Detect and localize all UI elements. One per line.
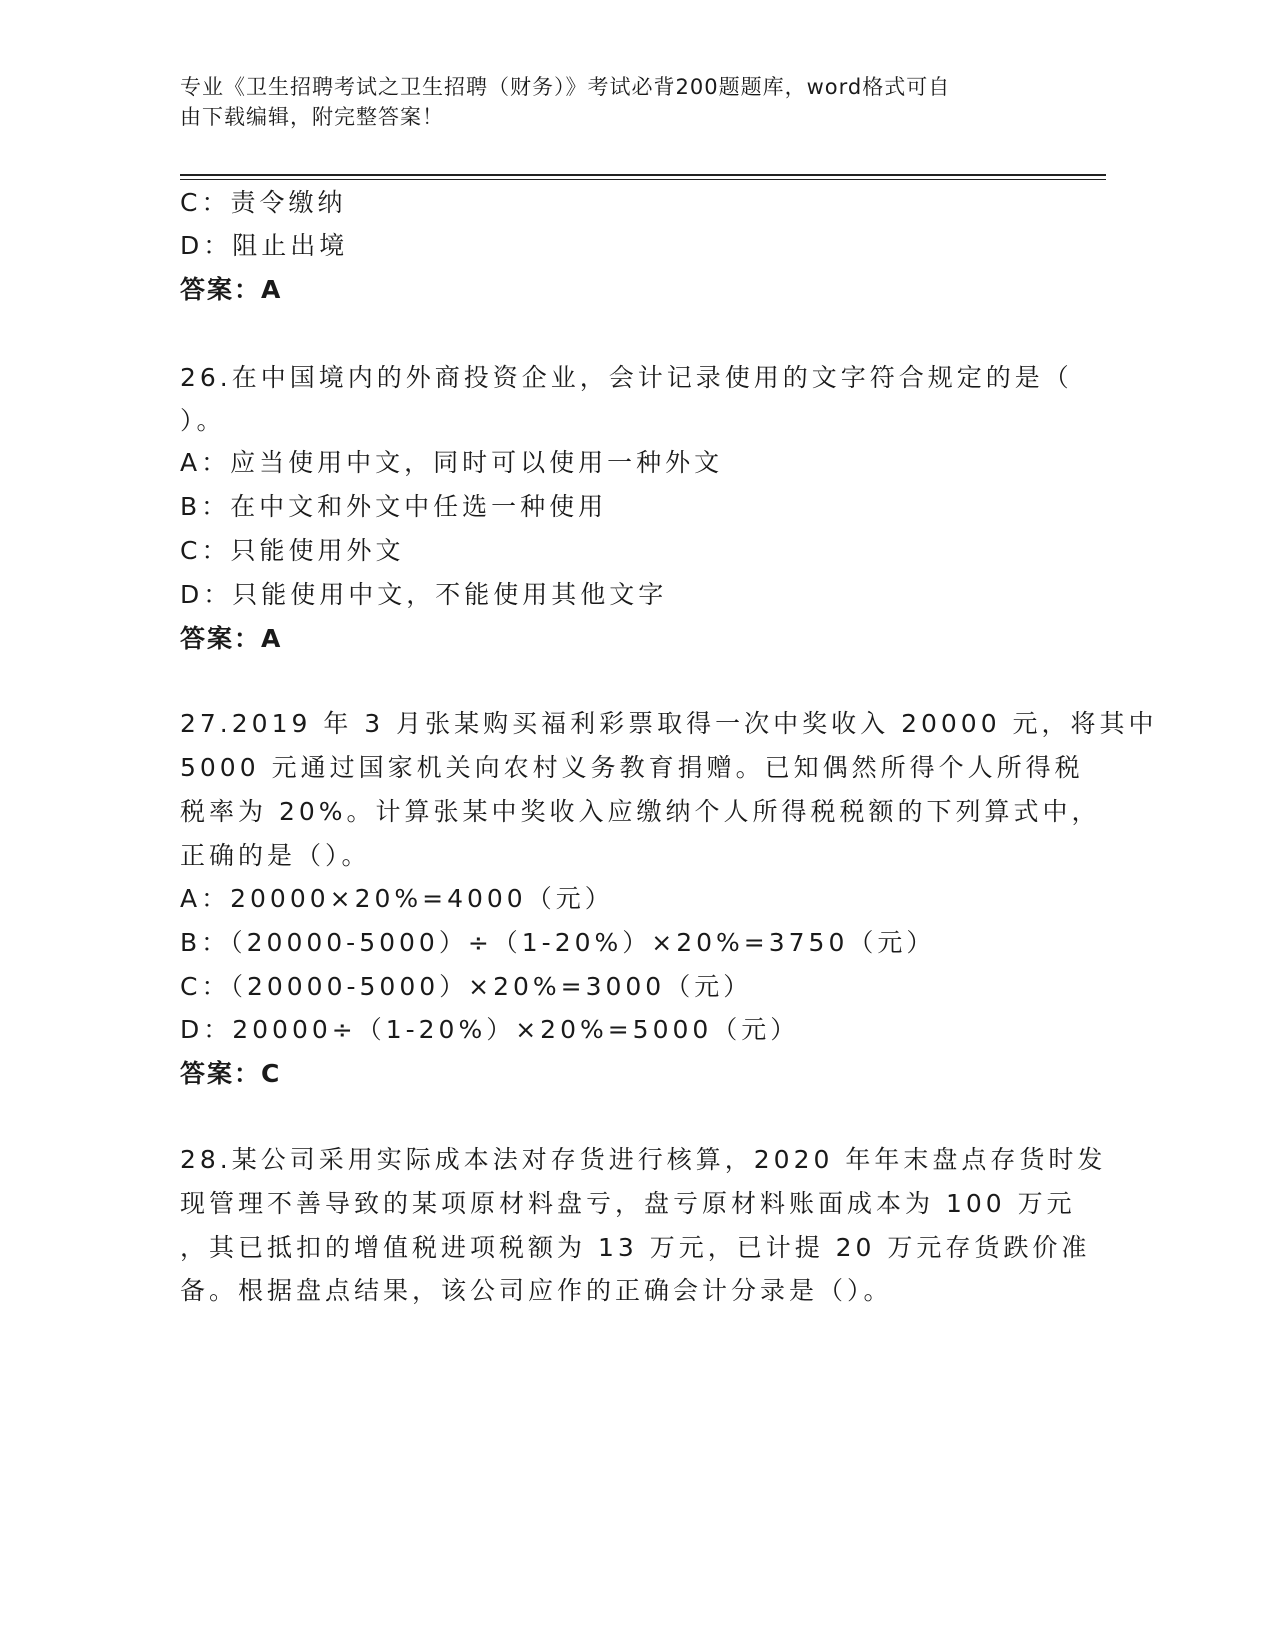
q25-answer: 答案：A bbox=[180, 275, 283, 304]
q27-stem-line-4: 正确的是（）。 bbox=[180, 841, 371, 870]
q25-option-c: C：责令缴纳 bbox=[180, 188, 347, 217]
q27-option-a: A：20000×20%=4000（元） bbox=[180, 884, 614, 913]
q28-stem-line-2: 现管理不善导致的某项原材料盘亏，盘亏原材料账面成本为 100 万元 bbox=[180, 1189, 1076, 1218]
q27-answer: 答案：C bbox=[180, 1059, 282, 1088]
q26-option-a: A：应当使用中文，同时可以使用一种外文 bbox=[180, 448, 724, 477]
q28-stem-line-1: 28.某公司采用实际成本法对存货进行核算，2020 年年末盘点存货时发 bbox=[180, 1145, 1107, 1174]
header-line-2: 由下载编辑，附完整答案！ bbox=[180, 105, 444, 129]
q27-option-c: C：（20000-5000）×20%=3000（元） bbox=[180, 972, 753, 1001]
q26-option-d: D：只能使用中文，不能使用其他文字 bbox=[180, 580, 668, 609]
q26-stem-line-1: 26.在中国境内的外商投资企业，会计记录使用的文字符合规定的是（ bbox=[180, 363, 1073, 392]
q28-stem-line-3: ，其已抵扣的增值税进项税额为 13 万元，已计提 20 万元存货跌价准 bbox=[180, 1233, 1091, 1262]
q26-answer: 答案：A bbox=[180, 624, 283, 653]
q27-option-b: B：（20000-5000）÷（1-20%）×20%=3750（元） bbox=[180, 928, 936, 957]
document-header bbox=[180, 72, 1040, 132]
q27-option-d: D：20000÷（1-20%）×20%=5000（元） bbox=[180, 1015, 800, 1044]
q28-stem-line-4: 备。根据盘点结果，该公司应作的正确会计分录是（）。 bbox=[180, 1276, 893, 1305]
q25-option-d: D：阻止出境 bbox=[180, 231, 349, 260]
q26-option-c: C：只能使用外文 bbox=[180, 536, 405, 565]
header-divider-thin bbox=[180, 179, 1106, 180]
header-line-1: 专业《卫生招聘考试之卫生招聘（财务）》考试必背200题题库，word格式可自 bbox=[180, 75, 951, 99]
header-divider-thick bbox=[180, 174, 1106, 176]
q27-stem-line-3: 税率为 20%。计算张某中奖收入应缴纳个人所得税税额的下列算式中， bbox=[180, 797, 1101, 826]
q27-stem-line-1: 27.2019 年 3 月张某购买福利彩票取得一次中奖收入 20000 元，将其中 bbox=[180, 709, 1158, 738]
q26-stem-line-2: ）。 bbox=[180, 406, 226, 435]
q26-option-b: B：在中文和外文中任选一种使用 bbox=[180, 492, 608, 521]
q27-stem-line-2: 5000 元通过国家机关向农村义务教育捐赠。已知偶然所得个人所得税 bbox=[180, 753, 1084, 782]
